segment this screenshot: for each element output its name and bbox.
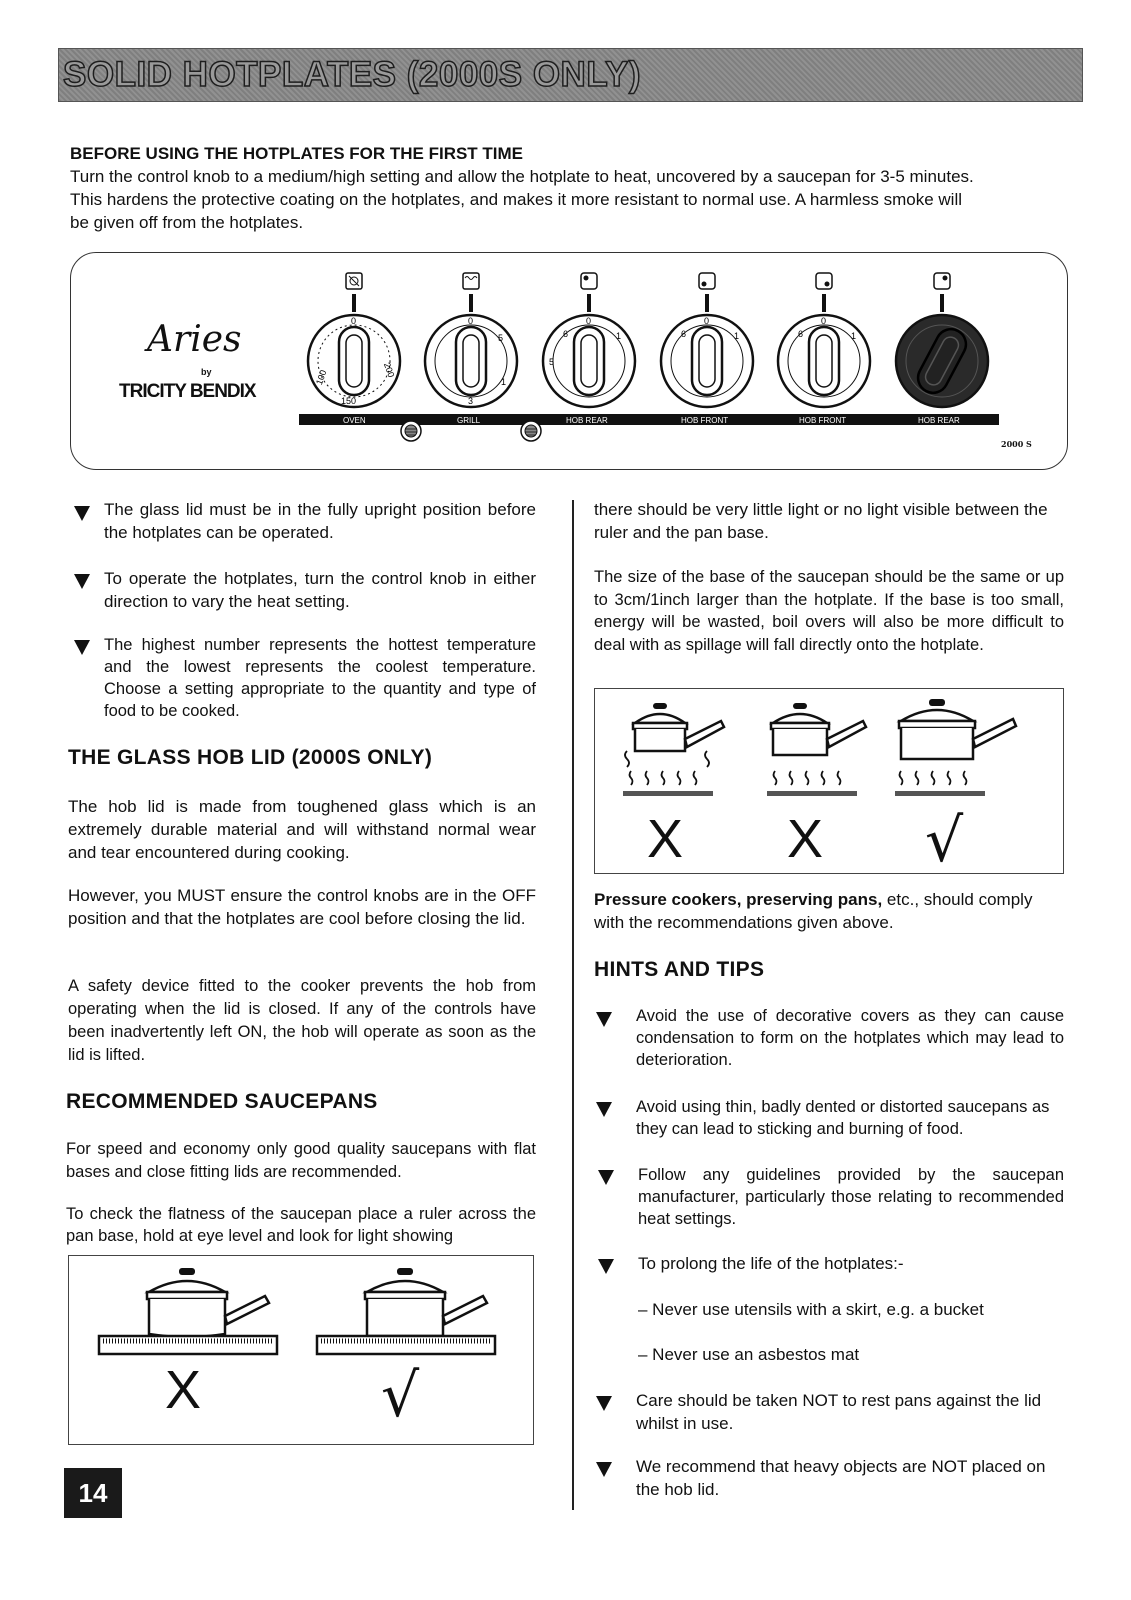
hob4-scale-6: 6 [681,329,687,339]
pan-size-svg [595,689,1065,875]
mark-right-2: √ [925,806,964,875]
saucepan-warped-icon [147,1268,269,1337]
oven-knob-icon [308,315,400,407]
hob-rear-right-knob-icon [896,315,988,407]
tip-2: Avoid using thin, badly dented or distorted saucepans as they can lead to sticking and burning of food. [636,1098,1050,1138]
knob-label-oven: OVEN [343,416,366,425]
pressure-cookers-rest: etc., should comply with the recommendations given above. [594,890,1033,932]
glass-lid-para-3: A safety device fitted to the cooker prevents the hob from operating when the lid is closed. If any of the controls have been inadvertently left ON, the hob will operate as soon as the lid is lifted. [68,977,536,1064]
ruler-pans-svg [69,1256,535,1446]
saucepan-flat-icon [365,1268,487,1336]
control-knobs-svg [291,261,1011,461]
tip-4b: – Never use an asbestos mat [638,1345,860,1364]
hob-front-left-knob-icon [661,315,753,407]
hob3-scale-5: 5 [549,357,555,367]
mark-wrong-1: X [165,1360,202,1420]
bullet-triangle-icon [596,1012,612,1027]
ruler-2-icon [317,1336,495,1354]
hob3-scale-1: 1 [616,331,622,341]
knob-label-hob-front-2: HOB FRONT [799,416,847,425]
hob4-scale-0: 0 [704,316,710,326]
knob-label-hob-rear-1: HOB REAR [566,416,608,425]
oven-scale-150: 150 [341,396,357,406]
bullet-triangle-icon [74,574,90,589]
pressure-cookers-bold: Pressure cookers, preserving pans, [594,890,883,909]
bullet-triangle-icon [598,1259,614,1274]
saucepans-heading: RECOMMENDED SAUCEPANS [66,1090,378,1113]
hob-front-right-knob-icon [778,315,870,407]
bullet-triangle-icon [74,640,90,655]
hob5-scale-6: 6 [798,329,804,339]
saucepans-para-2: To check the flatness of the saucepan place a ruler across the pan base, hold at eye level and look for light showing [66,1205,536,1245]
tip-1: Avoid the use of decorative covers as they can cause condensation to form on the hotplates which may lead to deterioration. [636,1007,1064,1069]
oven-scale-100: 100 [313,368,329,387]
grill-symbol-icon [463,273,479,289]
heat-waves-2-icon [774,771,841,785]
hob-front-right-symbol-icon [816,273,832,289]
indicator-light-1-icon [401,421,421,441]
tip-3: Follow any guidelines provided by the saucepan manufacturer, particularly those relating to recommended heat settings. [638,1166,1064,1228]
tip-4: To prolong the life of the hotplates:- [638,1254,904,1273]
heat-waves-1-icon [625,751,709,785]
right-continuation: there should be very little light or no light visible between the ruler and the pan base. [594,500,1048,542]
grill-scale-5: 5 [498,333,504,343]
bullet-triangle-icon [596,1462,612,1477]
tip-4a: – Never use utensils with a skirt, e.g. a bucket [638,1300,984,1319]
hob5-scale-0: 0 [821,316,827,326]
hob3-scale-0: 0 [586,316,592,326]
hob-front-left-symbol-icon [699,273,715,289]
model-label: 2000 S [1001,439,1032,449]
bullet-triangle-icon [596,1102,612,1117]
grill-knob-icon [425,315,517,407]
knob-label-hob-rear-2: HOB REAR [918,416,960,425]
column-divider [572,500,574,1510]
hob3-scale-6: 6 [563,329,569,339]
tip-5: Care should be taken NOT to rest pans against the lid whilst in use. [636,1391,1042,1433]
ruler-1-icon [99,1336,277,1354]
section-banner [58,48,1083,102]
intro-heading: BEFORE USING THE HOTPLATES FOR THE FIRST TIME [70,144,524,163]
saucepan-small-icon [633,703,724,751]
left-bullet-1: The glass lid must be in the fully upright position before the hotplates can be operated. [104,500,536,542]
intro-line-3: be given off from the hotplates. [70,213,304,232]
intro-line-2: This hardens the protective coating on the hotplates, and makes it more resistant to normal use. A harmless smoke will [70,190,962,209]
intro-line-1: Turn the control knob to a medium/high setting and allow the hotplate to heat, uncovered by a saucepan for 3-5 minutes. [70,167,974,186]
saucepan-medium-icon [771,703,866,755]
hob4-scale-1: 1 [734,331,740,341]
grill-scale-3: 3 [468,396,474,406]
knob-label-grill: GRILL [457,416,481,425]
bullet-triangle-icon [596,1396,612,1411]
left-bullet-2: To operate the hotplates, turn the control knob in either direction to vary the heat setting. [104,569,536,611]
grill-scale-1: 1 [501,377,507,387]
section-title: SOLID HOTPLATES (2000S ONLY) [63,55,641,94]
grill-scale-0: 0 [468,316,474,326]
glass-lid-para-2: However, you MUST ensure the control knobs are in the OFF position and that the hotplates are cool before closing the lid. [68,886,536,928]
ruler-check-illustration [68,1255,534,1445]
saucepans-para-1: For speed and economy only good quality saucepans with flat bases and close fitting lids are recommended. [66,1140,536,1181]
saucepan-size-para: The size of the base of the saucepan should be the same or up to 3cm/1inch larger than the hotplate. If the base is too small, energy will be wasted, boil overs will also be more difficult to deal with as spillage will fall directly onto the hotplate. [594,568,1064,654]
bullet-triangle-icon [598,1170,614,1185]
pan-size-illustration [594,688,1064,874]
left-bullet-3: The highest number represents the hottest temperature and the lowest represents the coolest temperature. Choose a setting appropriate to the quantity and type of food to be cooked. [104,636,536,720]
saucepan-large-icon [899,699,1016,759]
knob-label-hob-front-1: HOB FRONT [681,416,729,425]
oven-symbol-icon [346,273,362,289]
brand-by: by [201,367,212,377]
indicator-light-2-icon [521,421,541,441]
brand-name: TRICITY BENDIX [119,381,256,402]
pressure-cookers-para [594,888,1064,934]
hints-heading: HINTS AND TIPS [594,958,765,981]
bullet-triangle-icon [74,506,90,521]
brand-script-logo: Aries [147,319,242,360]
glass-lid-heading: THE GLASS HOB LID (2000S ONLY) [68,746,433,769]
control-panel-illustration [70,252,1068,470]
page-number: 14 [64,1468,122,1518]
hob-rear-left-knob-icon [543,315,635,407]
mark-right-1: √ [381,1361,420,1431]
mark-wrong-3: X [787,809,824,869]
hob-rear-right-symbol-icon [934,273,950,289]
hob5-scale-1: 1 [851,331,857,341]
hob-rear-left-symbol-icon [581,273,597,289]
oven-scale-0: 0 [351,316,357,326]
mark-wrong-2: X [647,809,684,869]
tip-6: We recommend that heavy objects are NOT placed on the hob lid. [636,1457,1046,1499]
glass-lid-para-1: The hob lid is made from toughened glass which is an extremely durable material and will withstand normal wear and tear encountered during cooking. [68,797,536,862]
heat-waves-3-icon [900,771,967,785]
oven-scale-200: 200 [381,361,397,379]
